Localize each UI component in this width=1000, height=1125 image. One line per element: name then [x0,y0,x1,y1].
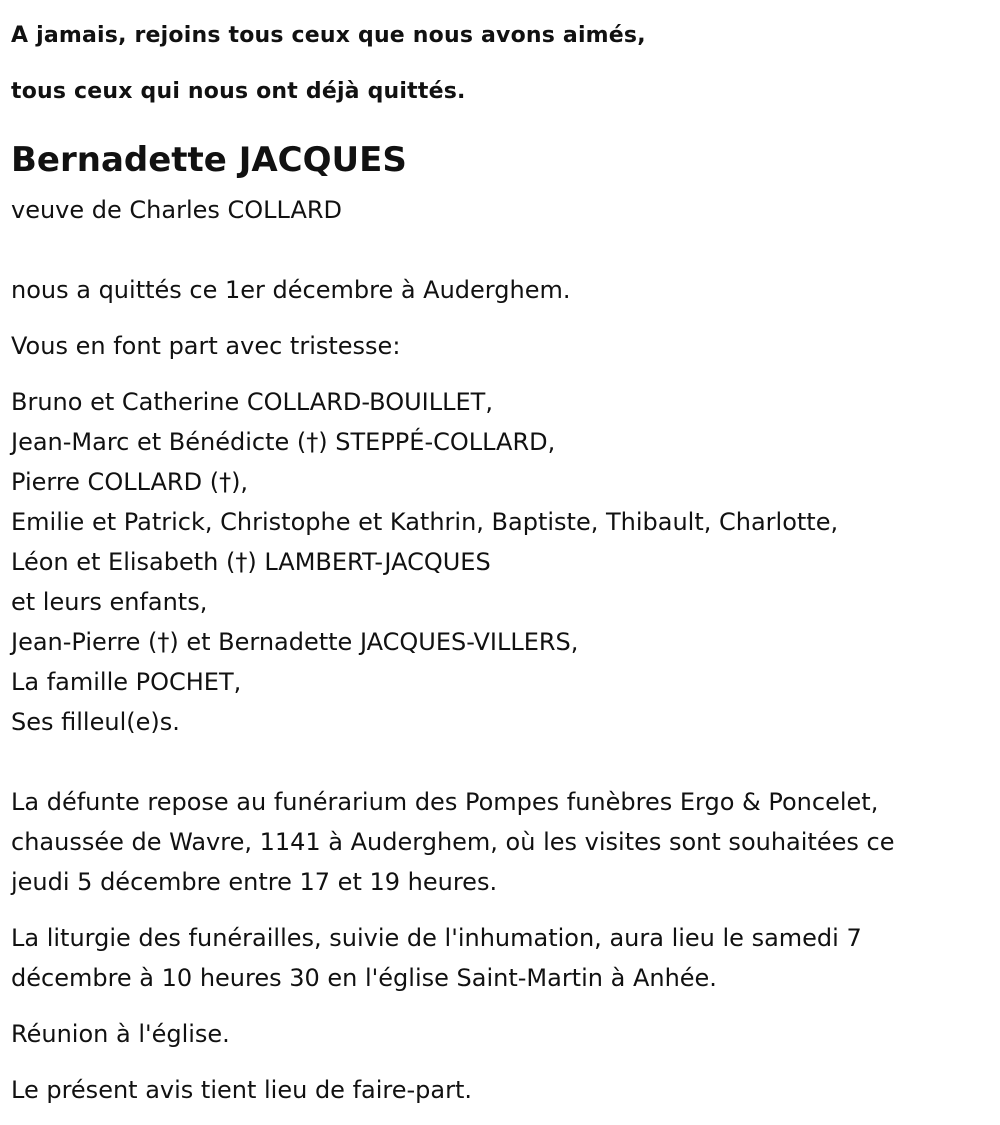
family-line: Léon et Elisabeth (†) LAMBERT-JACQUES [11,548,491,576]
repose-line: chaussée de Wavre, 1141 à Auderghem, où les visites sont souhaitées ce [11,828,895,856]
family-line: Emilie et Patrick, Christophe et Kathrin, Baptiste, Thibault, Charlotte, [11,508,839,536]
epigraph [11,8,646,120]
repose-paragraph [11,782,894,902]
epigraph-line: A jamais, rejoins tous ceux que nous avons aimés, [11,23,646,48]
reunion-text: Réunion à l'église. [11,1020,230,1048]
repose-line: jeudi 5 décembre entre 17 et 19 heures. [11,868,498,896]
liturgy-line: La liturgie des funérailles, suivie de l'inhumation, aura lieu le samedi 7 [11,924,862,952]
repose-line: La défunte repose au funérarium des Pompes funèbres Ergo & Poncelet, [11,788,879,816]
family-line: Ses filleul(e)s. [11,708,180,736]
family-line: Bruno et Catherine COLLARD-BOUILLET, [11,388,493,416]
deceased-subtitle: veuve de Charles COLLARD [11,196,343,224]
liturgy-paragraph [11,918,862,998]
family-line: Pierre COLLARD (†), [11,468,249,496]
closing-text: Le présent avis tient lieu de faire-part. [11,1076,473,1104]
family-list [11,382,838,742]
deceased-name: Bernadette JACQUES [11,140,407,180]
liturgy-line: décembre à 10 heures 30 en l'église Saint-Martin à Anhée. [11,964,717,992]
family-line: et leurs enfants, [11,588,208,616]
family-line: Jean-Pierre (†) et Bernadette JACQUES-VILLERS, [11,628,579,656]
announcement-text: Vous en font part avec tristesse: [11,332,401,360]
family-line: Jean-Marc et Bénédicte (†) STEPPÉ-COLLARD, [11,428,556,456]
passing-text: nous a quittés ce 1er décembre à Auderghem. [11,276,571,304]
family-line: La famille POCHET, [11,668,242,696]
epigraph-line: tous ceux qui nous ont déjà quittés. [11,79,466,104]
